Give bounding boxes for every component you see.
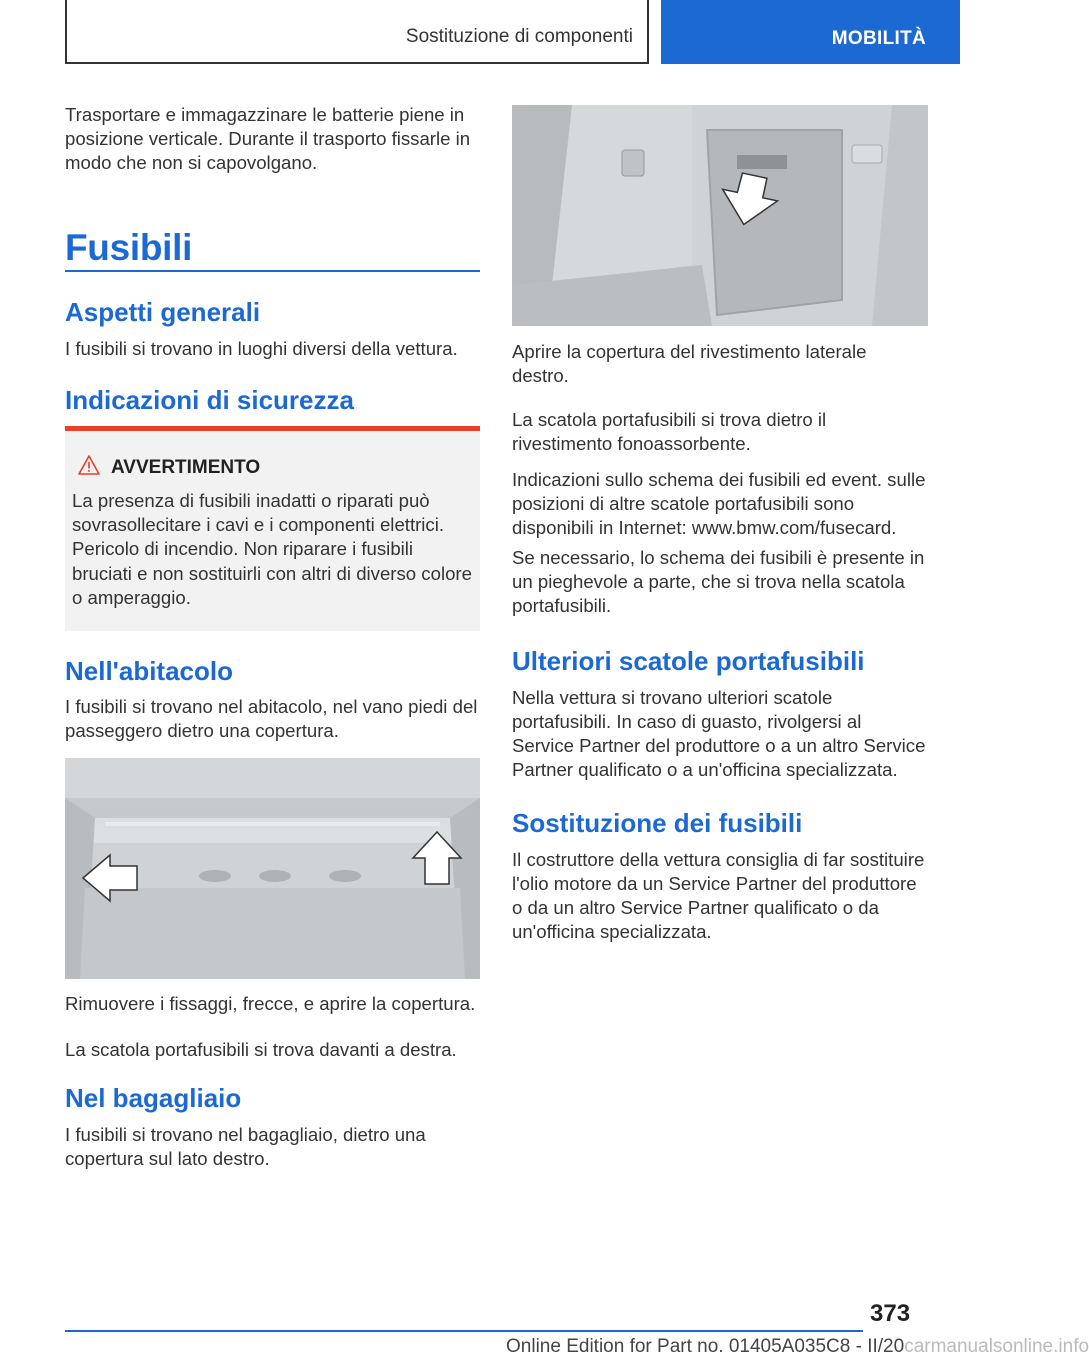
- safety-heading: Indicazioni di sicurezza: [65, 385, 354, 415]
- title-rule: [65, 270, 480, 272]
- cabin-fuse-photo: [65, 758, 480, 979]
- replace-heading: Sostituzione dei fusibili: [512, 808, 803, 838]
- section-title: Sostituzione di componenti: [405, 26, 633, 47]
- leaflet-info: Se necessario, lo schema dei fusibili è presente in un pieghevole a parte, che si trova nella scatola portafusibili.: [512, 547, 925, 616]
- replace-text: Il costruttore della vettura consiglia di far sostituire l'olio motore da un Service Partner del produttore o da un altro Service Partner qualificato o da un'officina specializzata.: [512, 849, 925, 942]
- trunk-fuse-photo: [512, 105, 928, 326]
- cabin-text: I fusibili si trovano nel abitacolo, nel vano piedi del passeggero dietro una copertura.: [65, 696, 478, 741]
- cabin-caption: Rimuovere i fissaggi, frecce, e aprire la copertura.: [65, 993, 476, 1014]
- page-title: Fusibili: [65, 227, 193, 268]
- trunk-heading: Nel bagagliaio: [65, 1083, 242, 1113]
- footer-rule: [65, 1330, 863, 1332]
- more-boxes-text: Nella vettura si trovano ulteriori scatole portafusibili. In caso di guasto, rivolgersi al Service Partner del produttore o a un altro Service Partner qualificato o a un'officina specializzata.: [512, 687, 926, 780]
- general-text: I fusibili si trovano in luoghi diversi della vettura.: [65, 338, 458, 359]
- edition-text: Online Edition for Part no. 01405A035C8 - II/20: [506, 1336, 905, 1357]
- chapter-title: MOBILITÀ: [831, 28, 926, 49]
- footer-edition: [506, 1336, 1089, 1358]
- internet-info: Indicazioni sullo schema dei fusibili ed event. sulle posizioni di altre scatole portafusibili sono disponibili in Internet: www.bmw.com/fusecard.: [512, 469, 926, 538]
- warning-text: La presenza di fusibili inadatti o riparati può sovrasollecitare i cavi e i componenti elettrici. Pericolo di incendio. Non riparare i fusibili bruciati e non sostituirli con altri di diverso colore o amperaggio.: [72, 490, 472, 608]
- cabin-heading: Nell'abitacolo: [65, 656, 233, 686]
- cabin-location: La scatola portafusibili si trova davanti a destra.: [65, 1039, 457, 1060]
- general-heading: Aspetti generali: [65, 297, 261, 327]
- header-chapter-tab[interactable]: [661, 0, 960, 64]
- warning-triangle-icon: [78, 455, 100, 475]
- intro-paragraph: Trasportare e immagazzinare le batterie piene in posizione verticale. Durante il trasporto fissarle in modo che non si capovolgano.: [65, 104, 471, 173]
- trunk-caption: Aprire la copertura del rivestimento laterale destro.: [512, 341, 867, 386]
- watermark-text: carmanualsonline.info: [904, 1336, 1089, 1357]
- trunk-location: La scatola portafusibili si trova dietro il rivestimento fonoassorbente.: [512, 409, 827, 454]
- more-boxes-heading: Ulteriori scatole portafusibili: [512, 646, 865, 676]
- warning-label: AVVERTIMENTO: [111, 457, 261, 478]
- warning-box: [65, 426, 480, 631]
- trunk-text: I fusibili si trovano nel bagagliaio, dietro una copertura sul lato destro.: [65, 1124, 426, 1169]
- header-section-title: [65, 0, 649, 64]
- page-number: 373: [870, 1300, 911, 1327]
